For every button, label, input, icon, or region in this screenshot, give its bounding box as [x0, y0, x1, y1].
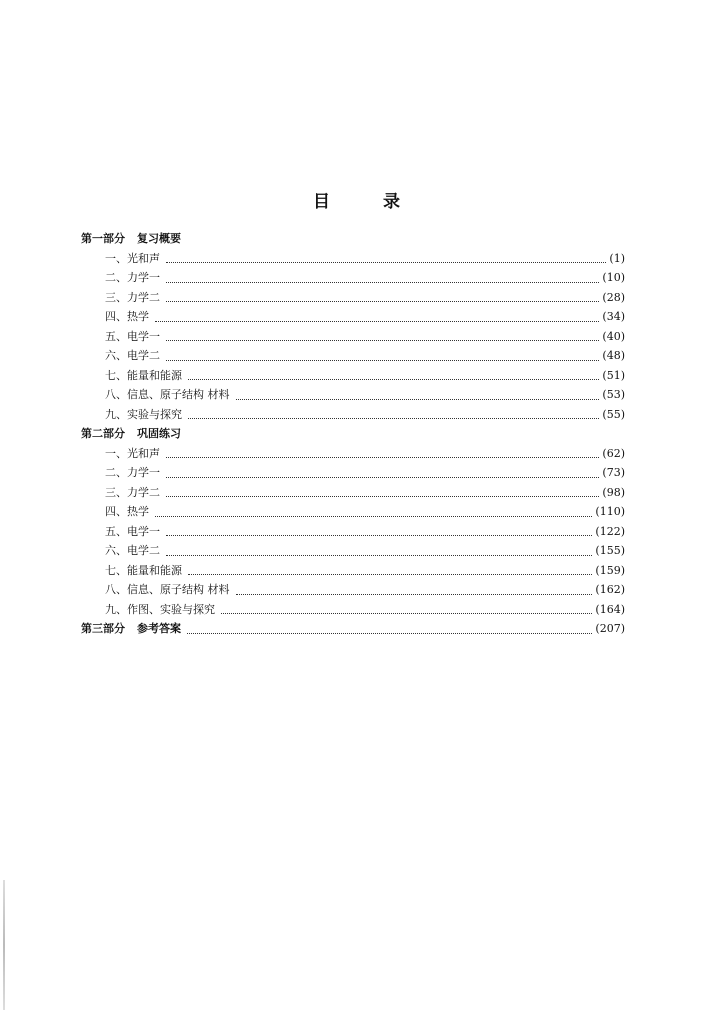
toc-entry[interactable] [81, 250, 625, 270]
entry-label: 七、能量和能源 [105, 368, 182, 382]
part-name: 参考答案 [137, 622, 181, 635]
dot-leader [188, 417, 599, 419]
toc-entry[interactable] [81, 347, 625, 367]
entry-label: 二、力学一 [105, 271, 160, 284]
part-label: 第三部分 [81, 622, 125, 635]
dot-leader [166, 476, 599, 478]
toc-entry[interactable] [81, 523, 625, 543]
entry-label: 一、光和声 [105, 446, 160, 460]
page-number: (122) [595, 524, 625, 538]
page-number: (10) [602, 271, 625, 284]
dot-leader [155, 320, 599, 322]
dot-leader [236, 398, 600, 400]
page-number: (34) [602, 310, 625, 323]
dot-leader [155, 515, 592, 517]
toc-part-2-heading[interactable] [81, 425, 625, 445]
toc-part-3-heading[interactable] [81, 620, 625, 640]
dot-leader [166, 554, 592, 556]
toc-entry[interactable] [81, 581, 625, 601]
toc-entry[interactable] [81, 542, 625, 562]
dot-leader [166, 281, 599, 283]
entry-label: 九、作图、实验与探究 [105, 602, 215, 616]
entry-label: 八、信息、原子结构 材料 [105, 388, 230, 401]
page-number: (40) [602, 329, 625, 343]
toc-entry[interactable] [81, 484, 625, 504]
toc-entry[interactable] [81, 386, 625, 406]
part-name: 复习概要 [137, 232, 181, 245]
toc-entry[interactable] [81, 464, 625, 484]
page-number: (48) [602, 349, 625, 362]
dot-leader [166, 495, 599, 497]
dot-leader [166, 261, 606, 263]
entry-label: 九、实验与探究 [105, 407, 182, 421]
toc-entry[interactable] [81, 367, 625, 387]
dot-leader [188, 378, 599, 380]
entry-label: 六、电学二 [105, 544, 160, 557]
part-label: 第二部分 [81, 427, 125, 440]
dot-leader [166, 339, 599, 341]
dot-leader [166, 300, 599, 302]
entry-label: 五、电学一 [105, 329, 160, 343]
dot-leader [166, 456, 599, 458]
toc-entry[interactable] [81, 328, 625, 348]
entry-label: 七、能量和能源 [105, 563, 182, 577]
page-number: (62) [602, 446, 625, 460]
dot-leader [187, 632, 592, 634]
page-number: (164) [595, 602, 625, 616]
toc-part-1-heading[interactable] [81, 230, 625, 250]
entry-label: 四、热学 [105, 310, 149, 323]
page-title: 目 录 [313, 192, 418, 212]
page-number: (98) [602, 485, 625, 499]
toc-entry[interactable] [81, 503, 625, 523]
page-number: (73) [602, 466, 625, 479]
scan-edge-mark [3, 880, 5, 1010]
toc-entry[interactable] [81, 445, 625, 465]
table-of-contents [81, 230, 625, 640]
page-number: (28) [602, 290, 625, 304]
dot-leader [236, 593, 593, 595]
entry-label: 一、光和声 [105, 251, 160, 265]
toc-entry[interactable] [81, 562, 625, 582]
toc-entry[interactable] [81, 289, 625, 309]
toc-entry[interactable] [81, 269, 625, 289]
toc-entry[interactable] [81, 601, 625, 621]
entry-label: 五、电学一 [105, 524, 160, 538]
dot-leader [188, 573, 592, 575]
entry-label: 三、力学二 [105, 485, 160, 499]
entry-label: 八、信息、原子结构 材料 [105, 583, 230, 596]
entry-label: 四、热学 [105, 505, 149, 518]
page-number: (155) [595, 544, 625, 557]
page-number: (162) [595, 583, 625, 596]
dot-leader [166, 534, 592, 536]
dot-leader [166, 359, 599, 361]
page-number: (55) [602, 407, 625, 421]
part-name: 巩固练习 [137, 427, 181, 440]
page-number: (53) [602, 388, 625, 401]
page-number: (1) [609, 251, 625, 265]
page-number: (159) [595, 563, 625, 577]
entry-label: 二、力学一 [105, 466, 160, 479]
toc-entry[interactable] [81, 406, 625, 426]
page-number: (110) [595, 505, 625, 518]
page-number: (51) [602, 368, 625, 382]
part-label: 第一部分 [81, 232, 125, 245]
dot-leader [221, 612, 592, 614]
page-number: (207) [595, 622, 625, 635]
entry-label: 六、电学二 [105, 349, 160, 362]
toc-entry[interactable] [81, 308, 625, 328]
entry-label: 三、力学二 [105, 290, 160, 304]
